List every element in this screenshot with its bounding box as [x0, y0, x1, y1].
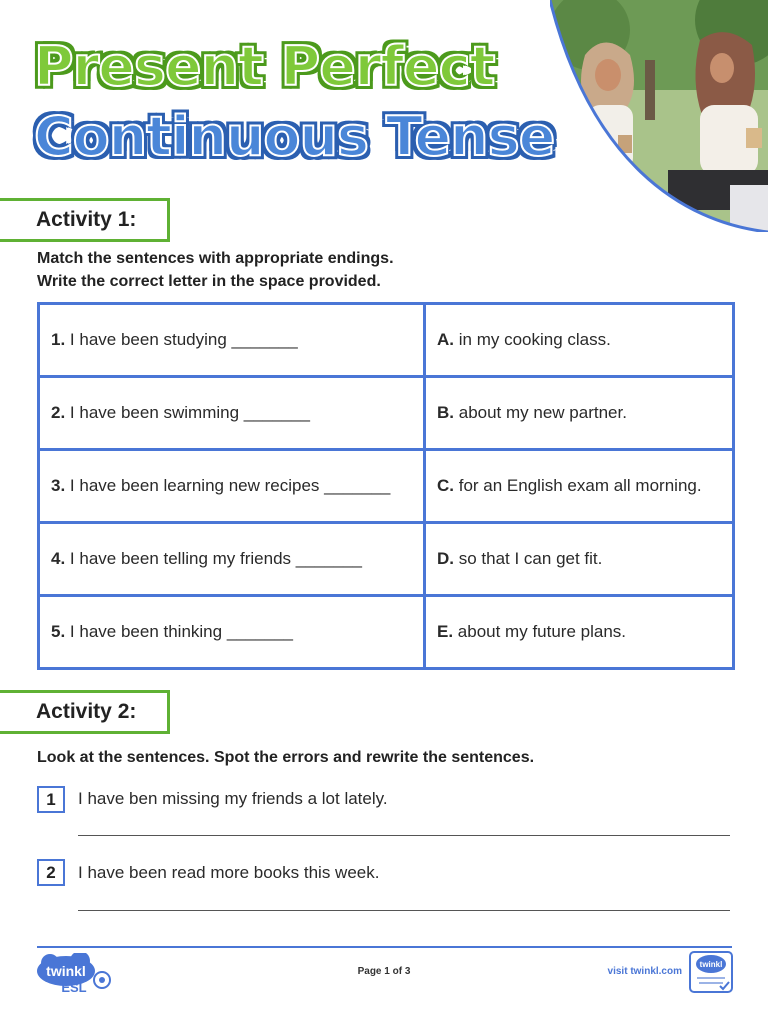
sentence-cell — [39, 377, 425, 450]
item-number-box: 1 — [37, 786, 65, 813]
ending-cell — [425, 596, 734, 669]
sentence-cell — [39, 450, 425, 523]
sentence-cell — [39, 523, 425, 596]
sentence-text: I have been telling my friends _______ — [69, 549, 362, 568]
table-row — [39, 304, 734, 377]
ending-letter: C. — [437, 476, 454, 495]
footer-divider — [37, 946, 732, 948]
page-title-line-1: Present Perfect — [34, 35, 495, 98]
header-photo — [550, 0, 768, 232]
error-sentence: I have ben missing my friends a lot lately. — [78, 789, 388, 808]
ending-letter: E. — [437, 622, 454, 641]
ending-text: in my cooking class. — [458, 330, 611, 349]
sentence-number: 2. — [51, 403, 66, 422]
ending-cell — [425, 450, 734, 523]
instruction-line-2: Write the correct letter in the space provided. — [37, 273, 381, 290]
sentence-number: 1. — [51, 330, 66, 349]
sentence-text: I have been studying _______ — [69, 330, 298, 349]
ending-letter: D. — [437, 549, 454, 568]
ending-text: so that I can get fit. — [458, 549, 603, 568]
sentence-number: 4. — [51, 549, 66, 568]
ending-text: for an English exam all morning. — [458, 476, 702, 495]
sentence-text: I have been learning new recipes _______ — [69, 476, 391, 495]
activity-1-instructions — [37, 247, 394, 293]
instruction-line-1: Match the sentences with appropriate endings. — [37, 250, 394, 267]
page-number: Page 1 of 3 — [357, 966, 411, 977]
answer-line[interactable] — [78, 910, 730, 911]
sentence-cell — [39, 596, 425, 669]
ending-cell — [425, 377, 734, 450]
item-number-box: 2 — [37, 859, 65, 886]
sentence-number: 5. — [51, 622, 66, 641]
ending-text: about my new partner. — [458, 403, 627, 422]
sentence-text: I have been thinking _______ — [69, 622, 293, 641]
activity-1-heading: Activity 1: — [0, 198, 170, 242]
table-row — [39, 596, 734, 669]
activity-2-heading: Activity 2: — [0, 690, 170, 734]
ending-letter: A. — [437, 330, 454, 349]
logo-text: twinkl — [46, 963, 86, 979]
table-row — [39, 377, 734, 450]
sentence-number: 3. — [51, 476, 66, 495]
page-title-line-2: Continuous Tense — [34, 105, 555, 168]
ending-cell — [425, 523, 734, 596]
answer-line[interactable] — [78, 835, 730, 836]
logo-subtext: ESL — [61, 980, 87, 995]
table-row — [39, 450, 734, 523]
ending-cell — [425, 304, 734, 377]
visit-link[interactable]: visit twinkl.com — [607, 966, 682, 977]
sentence-text: I have been swimming _______ — [69, 403, 310, 422]
sentence-cell — [39, 304, 425, 377]
badge-text: twinkl — [699, 960, 723, 969]
ending-text: about my future plans. — [457, 622, 627, 641]
ending-letter: B. — [437, 403, 454, 422]
activity-2-instructions: Look at the sentences. Spot the errors and rewrite the sentences. — [37, 749, 535, 766]
table-row — [39, 523, 734, 596]
quality-badge-icon — [688, 950, 734, 994]
matching-table — [37, 302, 735, 670]
error-sentence: I have been read more books this week. — [78, 863, 380, 882]
